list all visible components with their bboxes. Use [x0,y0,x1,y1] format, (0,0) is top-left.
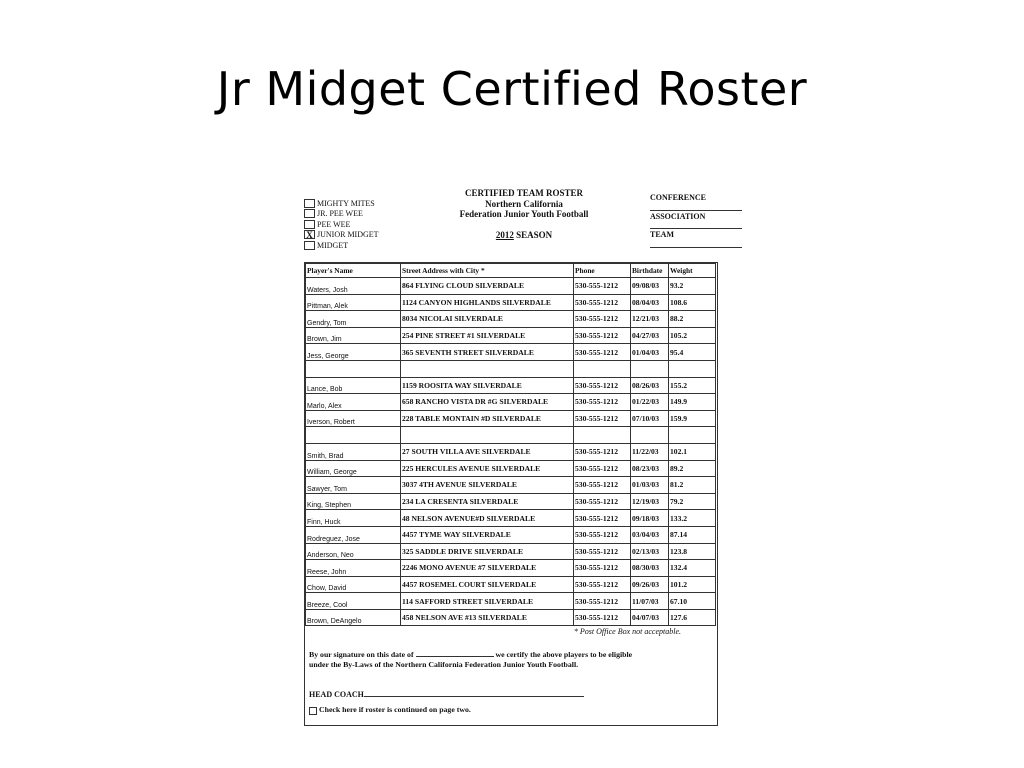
column-header: Weight [669,264,716,278]
table-row [306,360,716,377]
weight-cell: 95.4 [669,344,716,361]
birthdate-cell: 09/08/03 [631,278,669,295]
weight-cell: 67.10 [669,593,716,610]
continued-checkbox-line: Check here if roster is continued on page two. [309,705,717,714]
table-row [306,560,716,577]
phone-cell: 530-555-1212 [574,543,631,560]
street-address-cell [401,427,574,444]
player-name-cell: Marlo, Alex [306,394,401,411]
weight-cell: 133.2 [669,510,716,527]
player-name-cell: Waters, Josh [306,278,401,295]
association-field: ASSOCIATION [650,211,742,230]
weight-cell: 101.2 [669,576,716,593]
phone-cell: 530-555-1212 [574,526,631,543]
phone-cell: 530-555-1212 [574,278,631,295]
birthdate-cell: 03/04/03 [631,526,669,543]
phone-cell: 530-555-1212 [574,394,631,411]
player-name-cell [306,360,401,377]
season-line [444,230,604,241]
table-row [306,443,716,460]
certification-text: By our signature on this date of we certify the above players to be eligible under the By-Laws of the Northern California Federation Junior Youth Football. [309,650,633,670]
phone-cell: 530-555-1212 [574,377,631,394]
weight-cell: 105.2 [669,327,716,344]
weight-cell: 89.2 [669,460,716,477]
team-fields [650,192,742,248]
street-address-cell: 2246 MONO AVENUE #7 SILVERDALE [401,560,574,577]
form-heading-line: Northern California [485,198,563,209]
birthdate-cell: 08/04/03 [631,294,669,311]
division-option [304,198,414,209]
player-name-cell: Finn, Huck [306,510,401,527]
division-label: MIDGET [317,240,349,250]
season-label: SEASON [516,229,553,240]
division-label: JUNIOR MIDGET [317,230,379,240]
table-row [306,278,716,295]
phone-cell: 530-555-1212 [574,560,631,577]
form-heading [444,188,604,240]
street-address-cell: 325 SADDLE DRIVE SILVERDALE [401,543,574,560]
weight-cell: 87.14 [669,526,716,543]
player-name-cell: Pittman, Alek [306,294,401,311]
division-option [304,219,414,230]
table-row [306,543,716,560]
signature-blank [364,688,584,697]
table-row [306,526,716,543]
table-row [306,344,716,361]
phone-cell: 530-555-1212 [574,410,631,427]
player-name-cell: Rodreguez, Jose [306,526,401,543]
weight-cell: 79.2 [669,493,716,510]
checkbox-icon [309,707,317,715]
street-address-cell [401,360,574,377]
column-header: Phone [574,264,631,278]
weight-cell: 159.9 [669,410,716,427]
phone-cell: 530-555-1212 [574,510,631,527]
season-year: 2012 [495,229,514,240]
weight-cell [669,360,716,377]
table-row [306,427,716,444]
roster-document [304,186,722,726]
birthdate-cell: 12/19/03 [631,493,669,510]
birthdate-cell: 08/23/03 [631,460,669,477]
table-row [306,460,716,477]
phone-cell [574,427,631,444]
birthdate-cell: 01/04/03 [631,344,669,361]
roster-table-frame [304,262,718,726]
division-checkbox [304,241,315,250]
table-row [306,593,716,610]
birthdate-cell: 04/27/03 [631,327,669,344]
street-address-cell: 658 RANCHO VISTA DR #G SILVERDALE [401,394,574,411]
street-address-cell: 228 TABLE MONTAIN #D SILVERDALE [401,410,574,427]
birthdate-cell: 07/10/03 [631,410,669,427]
phone-cell: 530-555-1212 [574,443,631,460]
birthdate-cell: 04/07/03 [631,609,669,626]
phone-cell: 530-555-1212 [574,609,631,626]
division-checkbox [304,220,315,229]
birthdate-cell: 01/22/03 [631,394,669,411]
table-row [306,477,716,494]
birthdate-cell [631,360,669,377]
team-field: TEAM [650,229,742,248]
player-name-cell: Jess, George [306,344,401,361]
player-name-cell: Iverson, Robert [306,410,401,427]
roster-table [305,263,716,626]
birthdate-cell: 01/03/03 [631,477,669,494]
phone-cell [574,360,631,377]
phone-cell: 530-555-1212 [574,344,631,361]
phone-cell: 530-555-1212 [574,327,631,344]
player-name-cell: Smith, Brad [306,443,401,460]
table-row [306,294,716,311]
division-checkbox [304,209,315,218]
street-address-cell: 225 HERCULES AVENUE SILVERDALE [401,460,574,477]
phone-cell: 530-555-1212 [574,593,631,610]
birthdate-cell: 11/07/03 [631,593,669,610]
table-row [306,377,716,394]
weight-cell: 132.4 [669,560,716,577]
street-address-cell: 114 SAFFORD STREET SILVERDALE [401,593,574,610]
weight-cell: 81.2 [669,477,716,494]
column-header: Birthdate [631,264,669,278]
column-header: Player's Name [306,264,401,278]
birthdate-cell: 09/18/03 [631,510,669,527]
division-option [304,230,414,241]
player-name-cell: William, George [306,460,401,477]
weight-cell: 102.1 [669,443,716,460]
street-address-cell: 4457 ROSEMEL COURT SILVERDALE [401,576,574,593]
player-name-cell: Lance, Bob [306,377,401,394]
table-row [306,410,716,427]
street-address-cell: 254 PINE STREET #1 SILVERDALE [401,327,574,344]
street-address-cell: 8034 NICOLAI SILVERDALE [401,311,574,328]
division-label: MIGHTY MITES [317,198,375,208]
street-address-cell: 1124 CANYON HIGHLANDS SILVERDALE [401,294,574,311]
weight-cell: 123.8 [669,543,716,560]
division-option [304,209,414,220]
player-name-cell: Sawyer, Tom [306,477,401,494]
division-checklist [304,198,414,251]
table-header-row [306,264,716,278]
birthdate-cell: 11/22/03 [631,443,669,460]
birthdate-cell: 08/30/03 [631,560,669,577]
phone-cell: 530-555-1212 [574,294,631,311]
slide-title: Jr Midget Certified Roster [216,62,808,116]
birthdate-cell: 02/13/03 [631,543,669,560]
phone-cell: 530-555-1212 [574,460,631,477]
birthdate-cell: 09/26/03 [631,576,669,593]
street-address-cell: 48 NELSON AVENUE#D SILVERDALE [401,510,574,527]
table-row [306,327,716,344]
weight-cell: 88.2 [669,311,716,328]
player-name-cell [306,427,401,444]
weight-cell: 149.9 [669,394,716,411]
player-name-cell: Gendry, Tom [306,311,401,328]
weight-cell: 127.6 [669,609,716,626]
form-heading-line: Federation Junior Youth Football [459,209,589,219]
table-row [306,576,716,593]
table-row [306,510,716,527]
birthdate-cell: 08/26/03 [631,377,669,394]
weight-cell: 155.2 [669,377,716,394]
street-address-cell: 234 LA CRESENTA SILVERDALE [401,493,574,510]
street-address-cell: 365 SEVENTH STREET SILVERDALE [401,344,574,361]
player-name-cell: Brown, Jim [306,327,401,344]
birthdate-cell [631,427,669,444]
street-address-cell: 458 NELSON AVE #13 SILVERDALE [401,609,574,626]
table-row [306,493,716,510]
player-name-cell: Anderson, Neo [306,543,401,560]
division-label: PEE WEE [317,219,351,229]
table-row [306,311,716,328]
phone-cell: 530-555-1212 [574,477,631,494]
division-checkbox: X [304,230,315,239]
phone-cell: 530-555-1212 [574,311,631,328]
player-name-cell: Breeze, Cool [306,593,401,610]
table-row [306,394,716,411]
weight-cell: 93.2 [669,278,716,295]
division-option [304,240,414,251]
player-name-cell: Brown, DeAngelo [306,609,401,626]
phone-cell: 530-555-1212 [574,493,631,510]
weight-cell: 108.6 [669,294,716,311]
street-address-cell: 4457 TYME WAY SILVERDALE [401,526,574,543]
conference-field: CONFERENCE [650,192,742,211]
po-box-note: * Post Office Box not acceptable. [573,627,681,637]
form-heading-line: CERTIFIED TEAM ROSTER [464,188,584,198]
street-address-cell: 27 SOUTH VILLA AVE SILVERDALE [401,443,574,460]
street-address-cell: 864 FLYING CLOUD SILVERDALE [401,278,574,295]
player-name-cell: Chow, David [306,576,401,593]
table-row [306,609,716,626]
phone-cell: 530-555-1212 [574,576,631,593]
head-coach-line: HEAD COACH [309,688,717,699]
birthdate-cell: 12/21/03 [631,311,669,328]
street-address-cell: 3037 4TH AVENUE SILVERDALE [401,477,574,494]
player-name-cell: Reese, John [306,560,401,577]
division-label: JR. PEE WEE [317,209,363,219]
date-blank [416,648,494,657]
division-checkbox [304,199,315,208]
weight-cell [669,427,716,444]
street-address-cell: 1159 ROOSITA WAY SILVERDALE [401,377,574,394]
player-name-cell: King, Stephen [306,493,401,510]
column-header: Street Address with City * [401,264,574,278]
